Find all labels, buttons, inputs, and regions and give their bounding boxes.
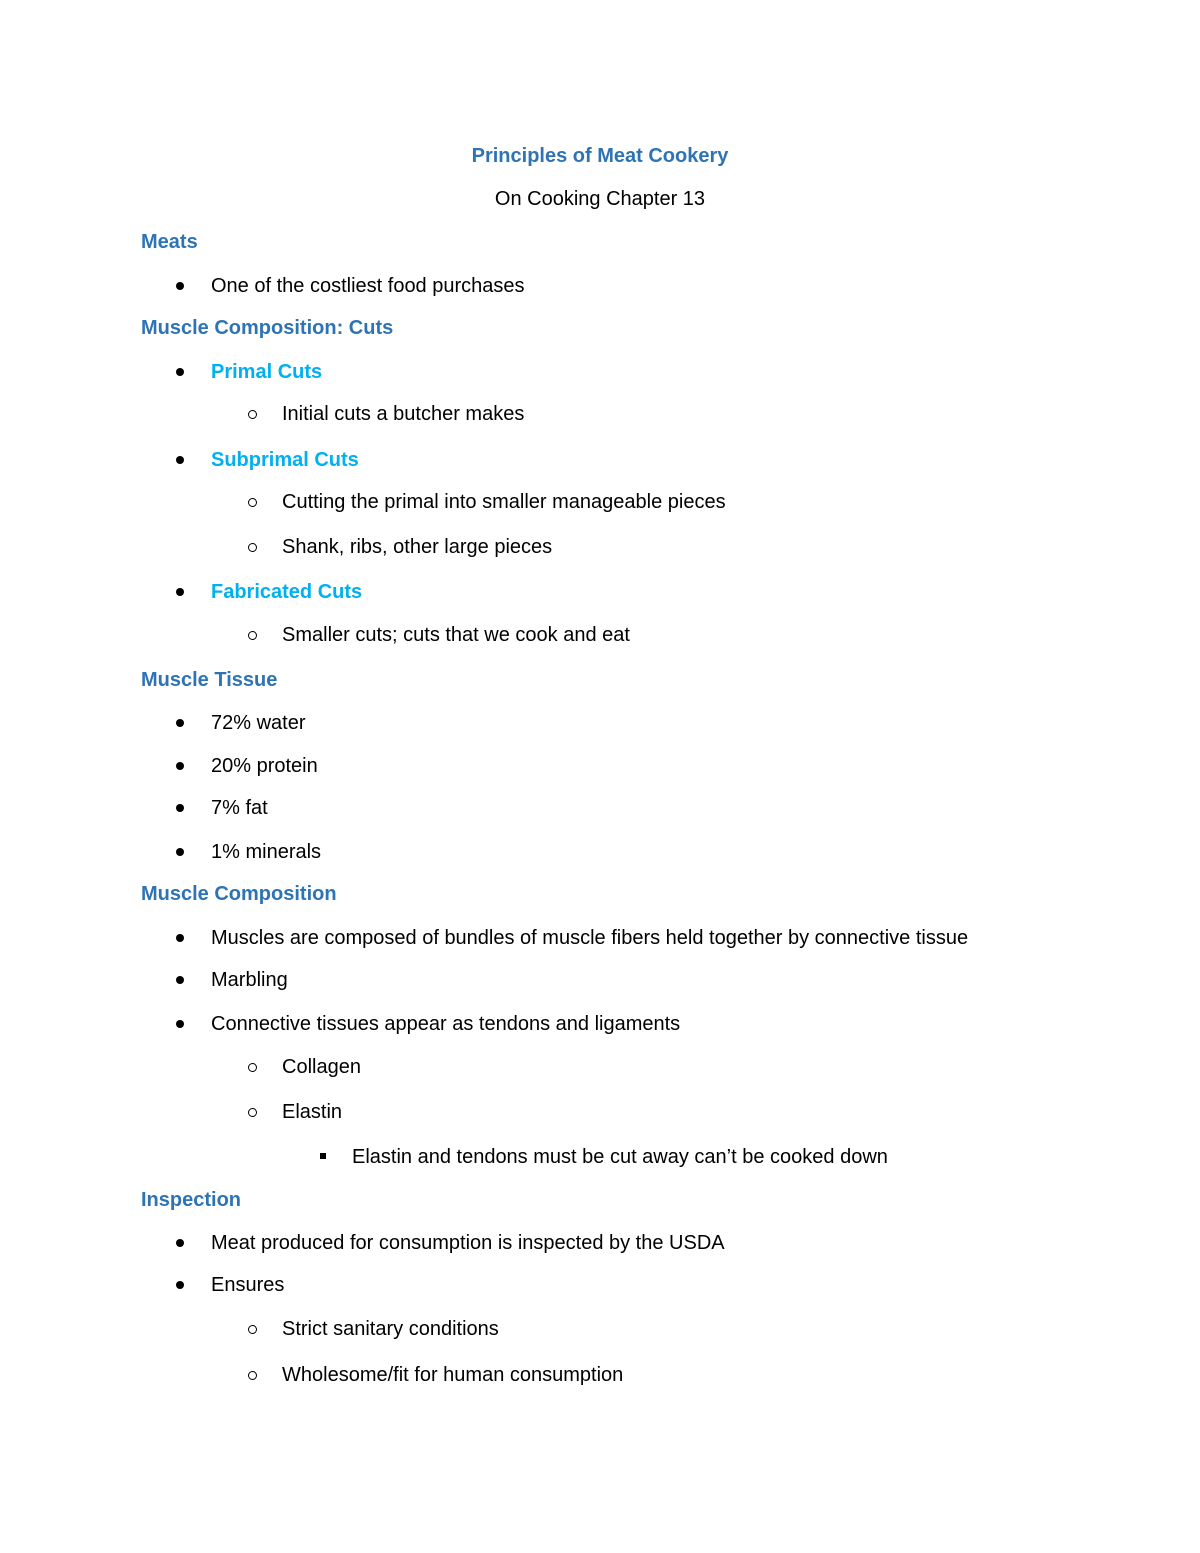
- document-title: Principles of Meat Cookery: [471, 145, 729, 167]
- bullet-icon: [176, 368, 184, 376]
- list-item: 7% fat: [211, 797, 268, 819]
- bullet-icon: [176, 1281, 184, 1289]
- list-item: Marbling: [211, 969, 288, 991]
- list-item: Meat produced for consumption is inspected by the USDA: [211, 1232, 725, 1254]
- list-subitem: Shank, ribs, other large pieces: [282, 536, 553, 558]
- bullet-icon: [176, 282, 184, 290]
- section-heading-tissue: Muscle Tissue: [141, 669, 278, 691]
- bullet-icon: [176, 1239, 184, 1247]
- section-heading-cuts: Muscle Composition: Cuts: [141, 317, 394, 339]
- subprimal-cuts-label: Subprimal Cuts: [211, 449, 359, 471]
- list-subitem: Smaller cuts; cuts that we cook and eat: [282, 624, 630, 646]
- list-subitem: Collagen: [282, 1056, 361, 1078]
- sub-bullet-icon: [248, 1063, 257, 1072]
- fabricated-cuts-label: Fabricated Cuts: [211, 581, 363, 603]
- square-bullet-icon: [320, 1153, 326, 1159]
- section-heading-inspection: Inspection: [141, 1189, 242, 1211]
- primal-cuts-label: Primal Cuts: [211, 361, 323, 383]
- list-item: Muscles are composed of bundles of muscle fibers held together by connective tissue: [211, 927, 969, 949]
- sub-bullet-icon: [248, 1108, 257, 1117]
- sub-bullet-icon: [248, 1325, 257, 1334]
- list-item: 72% water: [211, 712, 306, 734]
- list-subitem: Strict sanitary conditions: [282, 1318, 499, 1340]
- list-item: Connective tissues appear as tendons and ligaments: [211, 1013, 681, 1035]
- bullet-icon: [176, 762, 184, 770]
- bullet-icon: [176, 848, 184, 856]
- list-item: One of the costliest food purchases: [211, 275, 525, 297]
- bullet-icon: [176, 588, 184, 596]
- bullet-icon: [176, 976, 184, 984]
- list-item: Ensures: [211, 1274, 285, 1296]
- list-subsubitem: Elastin and tendons must be cut away can’t be cooked down: [352, 1146, 888, 1168]
- document-subtitle: On Cooking Chapter 13: [494, 188, 706, 210]
- list-subitem: Cutting the primal into smaller manageable pieces: [282, 491, 726, 513]
- list-item: 20% protein: [211, 755, 318, 777]
- sub-bullet-icon: [248, 498, 257, 507]
- list-item: 1% minerals: [211, 841, 322, 863]
- list-subitem: Elastin: [282, 1101, 343, 1123]
- sub-bullet-icon: [248, 410, 257, 419]
- sub-bullet-icon: [248, 1371, 257, 1380]
- list-subitem: Wholesome/fit for human consumption: [282, 1364, 624, 1386]
- section-heading-composition: Muscle Composition: [141, 883, 337, 905]
- bullet-icon: [176, 719, 184, 727]
- bullet-icon: [176, 456, 184, 464]
- sub-bullet-icon: [248, 543, 257, 552]
- bullet-icon: [176, 934, 184, 942]
- bullet-icon: [176, 1020, 184, 1028]
- list-subitem: Initial cuts a butcher makes: [282, 403, 525, 425]
- section-heading-meats: Meats: [141, 231, 198, 253]
- bullet-icon: [176, 804, 184, 812]
- sub-bullet-icon: [248, 631, 257, 640]
